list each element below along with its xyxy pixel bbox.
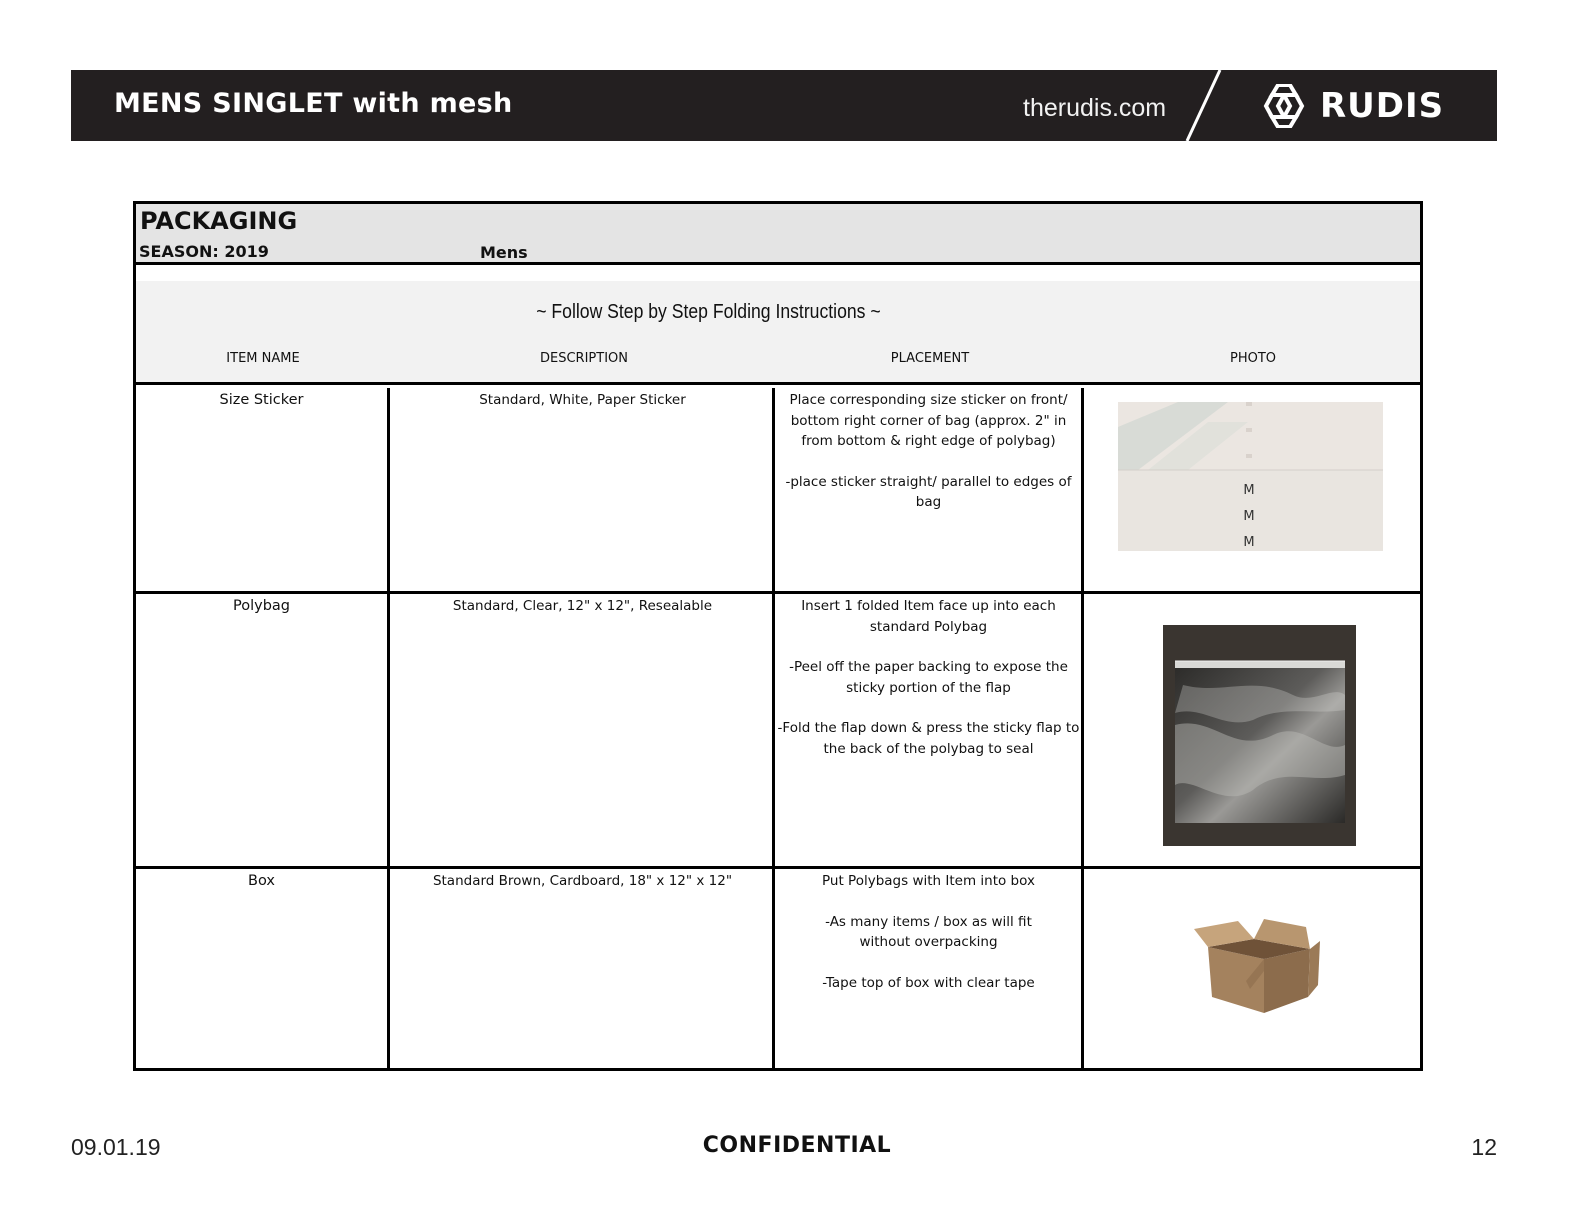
page-number: 12 <box>1471 1134 1497 1160</box>
placement-step: -As many items / box as will fit without overpacking <box>825 913 1032 950</box>
table-row <box>136 388 1420 594</box>
sticker-size-label: M <box>1243 509 1255 524</box>
size-sticker-photo <box>1118 402 1383 551</box>
placement-step: Put Polybags with Item into box <box>822 873 1035 889</box>
brand-name: RUDIS <box>1320 86 1445 126</box>
item-name: Polybag <box>232 598 290 614</box>
placement-step: -place sticker straight/ parallel to edges of bag <box>785 473 1072 510</box>
folding-instructions: ~ Follow Step by Step Folding Instructions ~ <box>536 301 881 323</box>
placement-step: -Peel off the paper backing to expose the sticky portion of the flap <box>789 659 1068 696</box>
description-cell: Standard Brown, Cardboard, 18" x 12" x 12" <box>393 869 775 1068</box>
packaging-title: PACKAGING <box>140 207 298 235</box>
photo-cell <box>1086 594 1420 866</box>
item-name-cell <box>136 594 390 866</box>
packaging-header <box>136 204 1420 265</box>
photo-cell <box>1086 869 1420 1068</box>
column-header-description: DESCRIPTION <box>540 351 628 366</box>
divider-slash <box>1183 70 1223 141</box>
packaging-table <box>133 201 1423 1071</box>
placement-cell <box>776 869 1084 1068</box>
document-title: MENS SINGLET with mesh <box>114 88 513 119</box>
item-name-cell <box>136 388 390 591</box>
season-label: SEASON: 2019 <box>139 242 269 261</box>
placement-cell <box>776 594 1084 866</box>
table-row <box>136 594 1420 869</box>
sticker-size-label: M <box>1243 535 1255 550</box>
placement-step: Insert 1 folded Item face up into each standard Polybag <box>801 598 1056 635</box>
document-header <box>71 70 1497 141</box>
placement-step: -Fold the flap down & press the sticky flap to the back of the polybag to seal <box>777 720 1080 757</box>
footer-date: 09.01.19 <box>71 1134 161 1160</box>
column-header-photo: PHOTO <box>1229 351 1277 366</box>
placement-step: -Tape top of box with clear tape <box>822 974 1035 991</box>
category-label: Mens <box>480 243 528 262</box>
instructions-band <box>136 281 1420 385</box>
photo-cell <box>1086 388 1420 591</box>
table-row <box>136 869 1420 1068</box>
hexagon-logo-icon <box>1256 84 1312 128</box>
placement-cell <box>776 388 1084 591</box>
description-cell: Standard, White, Paper Sticker <box>393 388 775 591</box>
column-header-item-name: ITEM NAME <box>226 351 300 366</box>
item-name: Size Sticker <box>219 392 304 408</box>
item-name-cell <box>136 869 390 1068</box>
cardboard-box-photo <box>1194 919 1322 1015</box>
website-link[interactable]: therudis.com <box>1023 94 1167 122</box>
column-header-placement: PLACEMENT <box>890 351 970 366</box>
description-cell: Standard, Clear, 12" x 12", Resealable <box>393 594 775 866</box>
item-name: Box <box>248 873 275 889</box>
polybag-photo <box>1163 625 1356 846</box>
confidential-label: CONFIDENTIAL <box>702 1133 892 1158</box>
sticker-size-label: M <box>1243 483 1255 498</box>
brand-logo <box>1256 84 1444 128</box>
placement-step: Place corresponding size sticker on front/ bottom right corner of bag (approx. 2" in from bottom & right edge of polybag) <box>789 392 1068 449</box>
